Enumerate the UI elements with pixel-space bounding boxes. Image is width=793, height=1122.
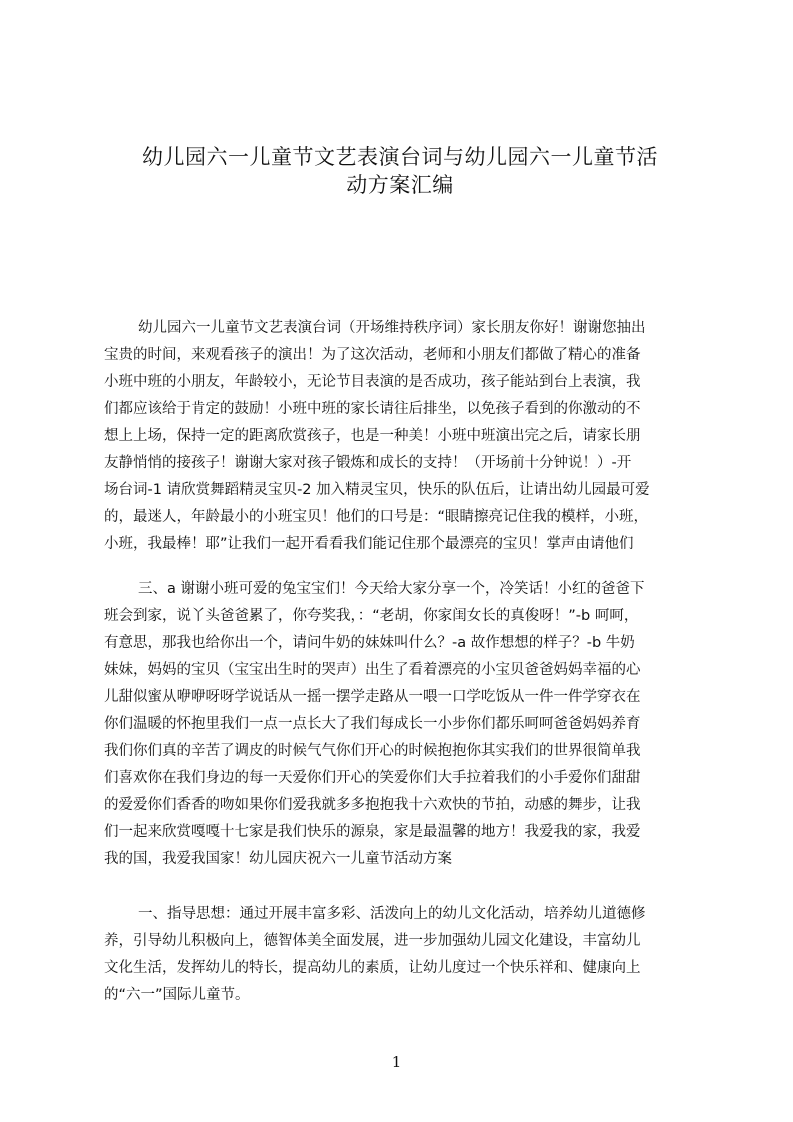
title-line: 幼儿园六一儿童节文艺表演台词与幼儿园六一儿童节活 <box>142 145 658 169</box>
text-line: 想上上场，保持一定的距离欣赏孩子，也是一种美！小班中班演出完之后，请家长朋 <box>104 428 641 444</box>
text-line: 的，最迷人，年龄最小的小班宝贝！他们的口号是：“眼睛擦亮记住我的模样，小班， <box>104 509 649 525</box>
text-line: 们一起来欣赏嘎嘎十七家是我们快乐的源泉，家是最温馨的地方！我爱我的家，我爱 <box>104 824 641 840</box>
text-line: 三、a 谢谢小班可爱的兔宝宝们！今天给大家分享一个，冷笑话！小红的爸爸下 <box>138 581 645 597</box>
text-line: 们喜欢你在我们身边的每一天爱你们开心的笑爱你们大手拉着我们的小手爱你们甜甜 <box>104 770 641 786</box>
paragraph-section-three <box>104 576 699 873</box>
text-line: 儿甜似蜜从咿咿呀呀学说话从一摇一摆学走路从一喂一口学吃饭从一件一件学穿衣在 <box>104 689 641 705</box>
text-line: 的爱爱你们香香的吻如果你们爱我就多多抱抱我十六欢快的节拍，动感的舞步，让我 <box>104 797 641 813</box>
page-number: 1 <box>391 1053 402 1071</box>
text-line: 文化生活，发挥幼儿的特长，提高幼儿的素质，让幼儿度过一个快乐祥和、健康向上 <box>104 960 641 976</box>
text-line: 我们你们真的辛苦了调皮的时候气气你们开心的时候抱抱你其实我们的世界很简单我 <box>104 743 641 759</box>
text-line: 班会到家，说丫头爸爸累了，你夸奖我，：“老胡，你家闺女长的真俊呀！”-b 呵呵， <box>104 608 639 624</box>
text-line: 你们温暖的怀抱里我们一点一点长大了我们每成长一小步你们都乐呵呵爸爸妈妈养育 <box>104 716 641 732</box>
title-line: 动方案汇编 <box>346 173 454 197</box>
text-line: 友静悄悄的接孩子！谢谢大家对孩子锻炼和成长的支持！（开场前十分钟说！）-开 <box>104 455 632 471</box>
text-line: 妹妹，妈妈的宝贝（宝宝出生时的哭声）出生了看着漂亮的小宝贝爸爸妈妈幸福的心 <box>104 662 641 678</box>
text-line: 有意思，那我也给你出一个，请问牛奶的妹妹叫什么？-a 故作想想的样子？-b 牛奶 <box>104 635 635 651</box>
document-title <box>100 143 700 199</box>
text-line: 小班中班的小朋友，年龄较小，无论节目表演的是否成功，孩子能站到台上表演，我 <box>104 374 641 390</box>
text-line: 场台词-1 请欣赏舞蹈精灵宝贝-2 加入精灵宝贝，快乐的队伍后，让请出幼儿园最可爱 <box>104 482 650 498</box>
text-line: 我的国，我爱我国家！幼儿园庆祝六一儿童节活动方案 <box>104 851 452 867</box>
text-line: 养，引导幼儿积极向上，德智体美全面发展，进一步加强幼儿园文化建设，丰富幼儿 <box>104 933 641 949</box>
text-line: 宝贵的时间，来观看孩子的演出！为了这次活动，老师和小朋友们都做了精心的准备 <box>104 347 641 363</box>
text-line: 们都应该给于肯定的鼓励！小班中班的家长请往后排坐，以免孩子看到的你激动的不 <box>104 401 641 417</box>
paragraph-opening-speech <box>104 315 699 558</box>
text-line: 幼儿园六一儿童节文艺表演台词（开场维持秩序词）家长朋友你好！谢谢您抽出 <box>138 320 646 336</box>
text-line: 小班，我最棒！耶”让我们一起开看看我们能记住那个最漂亮的宝贝！掌声由请他们 <box>104 536 634 552</box>
paragraph-guiding-ideology <box>104 901 699 1009</box>
text-line: 的“六一”国际儿童节。 <box>104 987 250 1003</box>
text-line: 一、指导思想：通过开展丰富多彩、活泼向上的幼儿文化活动，培养幼儿道德修 <box>138 906 646 922</box>
